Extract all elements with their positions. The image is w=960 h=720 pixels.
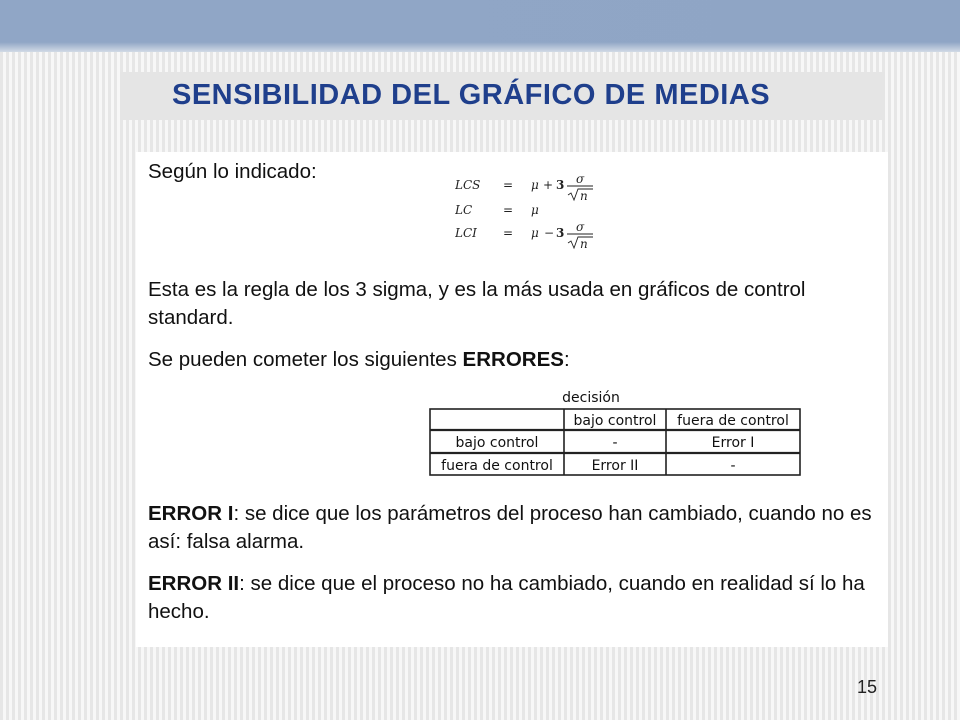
top-decorative-band [0,0,960,52]
decision-header: decisión [562,390,620,406]
error-two-text: : se dice que el proceso no ha cambiado, cuando en realidad sí lo ha hecho. [148,572,865,623]
error-one-paragraph [148,500,883,556]
formula-lcs-mu: μ [531,178,539,192]
formula-lci-mu: μ [531,226,539,240]
col-header-bajo-control: bajo control [573,413,657,429]
formula-lcs-lhs: LCS [455,178,481,192]
formula-lci-op: − [544,226,555,240]
cell-fuera-fuera: - [730,458,736,474]
error-two-label: ERROR II [148,572,240,595]
formula-lcs-op: + [543,178,554,192]
errors-intro-text: Se pueden cometer los siguientes [148,348,457,371]
col-header-fuera-de-control: fuera de control [677,413,789,429]
control-limit-formulas [455,171,615,253]
formula-lci-eq: = [503,226,514,240]
three-sigma-rule-text: Esta es la regla de los 3 sigma, y es la más usada en gráficos de control standard. [148,278,806,329]
formula-lci-num: σ [576,220,585,234]
formula-lci-k: 3 [556,226,565,240]
formula-lc [455,203,539,217]
errors-intro [148,346,883,374]
formula-lci-den: n [580,237,588,251]
formula-lci-lhs: LCI [455,226,477,240]
formula-lcs-num: σ [576,172,585,186]
cell-fuera-bajo: Error II [591,458,639,474]
slide-title: SENSIBILIDAD DEL GRÁFICO DE MEDIAS [172,79,771,111]
errors-colon: : [563,348,570,371]
formula-lcs-den: n [580,189,588,203]
error-one-label: ERROR I [148,502,234,525]
formula-lc-eq: = [503,203,514,217]
intro-text: Según lo indicado: [148,160,317,183]
formula-lc-mu: μ [531,203,539,217]
cell-bajo-fuera: Error I [711,435,755,451]
errors-word: ERRORES [462,348,564,371]
row-label-fuera-de-control: fuera de control [441,458,553,474]
formula-lcs-eq: = [503,178,514,192]
formula-lci [455,220,593,251]
cell-bajo-bajo: - [612,435,618,451]
formula-lc-lhs: LC [455,203,473,217]
formula-lcs-k: 3 [556,178,565,192]
formula-lcs [455,172,593,203]
error-two-paragraph [148,570,883,626]
page-number: 15 [857,677,878,697]
error-one-text: : se dice que los parámetros del proceso han cambiado, cuando no es así: falsa alarma. [148,502,872,553]
decision-table [426,384,806,476]
row-label-bajo-control: bajo control [455,435,539,451]
